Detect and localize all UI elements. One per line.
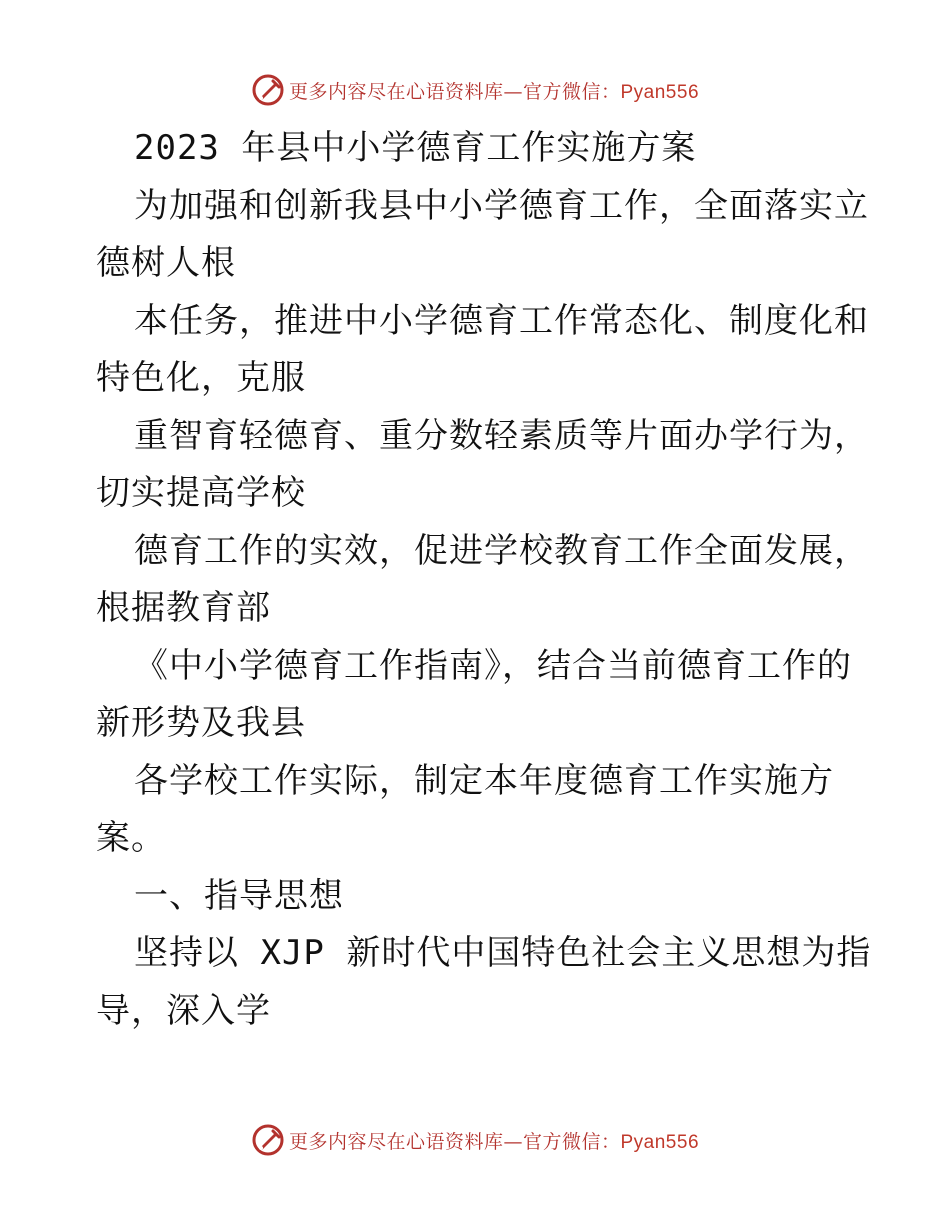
paragraph-line: 本任务，推进中小学德育工作常态化、制度化和 xyxy=(134,300,869,341)
paragraph-line: 德树人根 xyxy=(96,243,236,283)
document-body xyxy=(96,120,872,1040)
paragraph-line: 根据教育部 xyxy=(96,588,271,628)
watermark-text: 更多内容尽在心语资料库—官方微信：Pyan556 xyxy=(288,1130,700,1153)
paragraph-line: 案。 xyxy=(96,818,166,858)
paragraph-line: 各学校工作实际，制定本年度德育工作实施方 xyxy=(134,760,834,801)
quill-pen-logo-icon xyxy=(251,73,285,107)
watermark-text: 更多内容尽在心语资料库—官方微信：Pyan556 xyxy=(288,80,700,103)
wechat-id: Pyan556 xyxy=(620,1131,700,1153)
header-watermark xyxy=(0,70,950,110)
paragraph-line: 坚持以 XJP 新时代中国特色社会主义思想为指 xyxy=(134,933,872,973)
paragraph-line: 德育工作的实效，促进学校教育工作全面发展， xyxy=(134,530,869,571)
paragraph-line: 新形势及我县 xyxy=(96,703,306,743)
paragraph-line: 切实提高学校 xyxy=(96,473,306,513)
document-title: 2023 年县中小学德育工作实施方案 xyxy=(134,128,697,168)
paragraph-line: 特色化，克服 xyxy=(96,358,306,398)
paragraph-line: 重智育轻德育、重分数轻素质等片面办学行为， xyxy=(134,415,869,456)
section-heading: 一、指导思想 xyxy=(134,875,344,916)
paragraph-line: 《中小学德育工作指南》，结合当前德育工作的 xyxy=(134,645,852,686)
quill-pen-logo-icon xyxy=(251,1123,285,1157)
paragraph-line: 为加强和创新我县中小学德育工作，全面落实立 xyxy=(134,185,869,226)
paragraph-line: 导，深入学 xyxy=(96,990,271,1031)
wechat-id: Pyan556 xyxy=(620,81,700,103)
footer-watermark xyxy=(0,1120,950,1160)
